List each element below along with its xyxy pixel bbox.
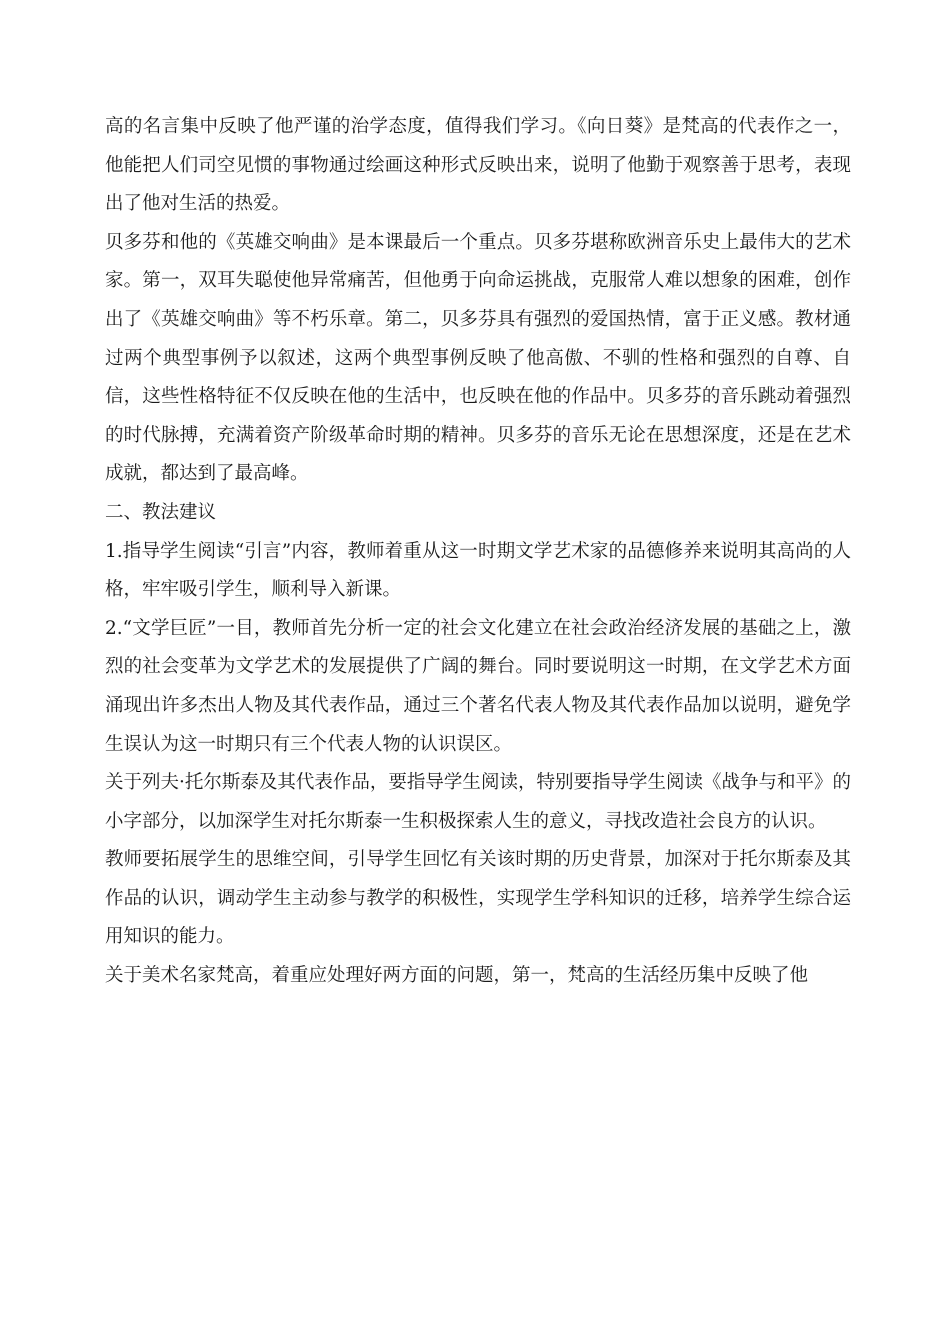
paragraph-suggestion-1: 1.指导学生阅读“引言”内容，教师着重从这一时期文学艺术家的品德修养来说明其高尚的人格，牢牢吸引学生，顺利导入新课。	[105, 540, 851, 601]
section-heading-teaching-suggestions: 二、教法建议	[105, 501, 217, 523]
paragraph-vangogh-art: 关于美术名家梵高，着重应处理好两方面的问题，第一，梵高的生活经历集中反映了他	[105, 965, 809, 987]
paragraph-suggestion-2: 2.“文学巨匠”一目，教师首先分析一定的社会文化建立在社会政治经济发展的基础之上，激烈的社会变革为文学艺术的发展提供了广阔的舞台。同时要说明这一时期，在文学艺术方面涌现出许多杰出人物及其代表作品，通过三个著名代表人物及其代表作品加以说明，避免学生误认为这一时期只有三个代表人物的认识误区。	[105, 617, 851, 755]
document-body	[105, 108, 851, 996]
paragraph-vangogh-quotes: 高的名言集中反映了他严谨的治学态度，值得我们学习。《向日葵》是梵高的代表作之一，他能把人们司空见惯的事物通过绘画这种形式反映出来，说明了他勤于观察善于思考，表现出了他对生活的热爱。	[105, 116, 851, 215]
paragraph-beethoven: 贝多芬和他的《英雄交响曲》是本课最后一个重点。贝多芬堪称欧洲音乐史上最伟大的艺术家。第一，双耳失聪使他异常痛苦，但他勇于向命运挑战，克服常人难以想象的困难，创作出了《英雄交响曲》等不朽乐章。第二，贝多芬具有强烈的爱国热情，富于正义感。教材通过两个典型事例予以叙述，这两个典型事例反映了他高傲、不驯的性格和强烈的自尊、自信，这些性格特征不仅反映在他的生活中，也反映在他的作品中。贝多芬的音乐跳动着强烈的时代脉搏，充满着资产阶级革命时期的精神。贝多芬的音乐无论在思想深度，还是在艺术成就，都达到了最高峰。	[105, 231, 851, 485]
paragraph-thinking-space: 教师要拓展学生的思维空间，引导学生回忆有关该时期的历史背景，加深对于托尔斯泰及其作品的认识，调动学生主动参与教学的积极性，实现学生学科知识的迁移，培养学生综合运用知识的能力。	[105, 849, 851, 948]
paragraph-tolstoy: 关于列夫·托尔斯泰及其代表作品，要指导学生阅读，特别要指导学生阅读《战争与和平》的小字部分，以加深学生对托尔斯泰一生积极探索人生的意义，寻找改造社会良方的认识。	[105, 772, 851, 832]
